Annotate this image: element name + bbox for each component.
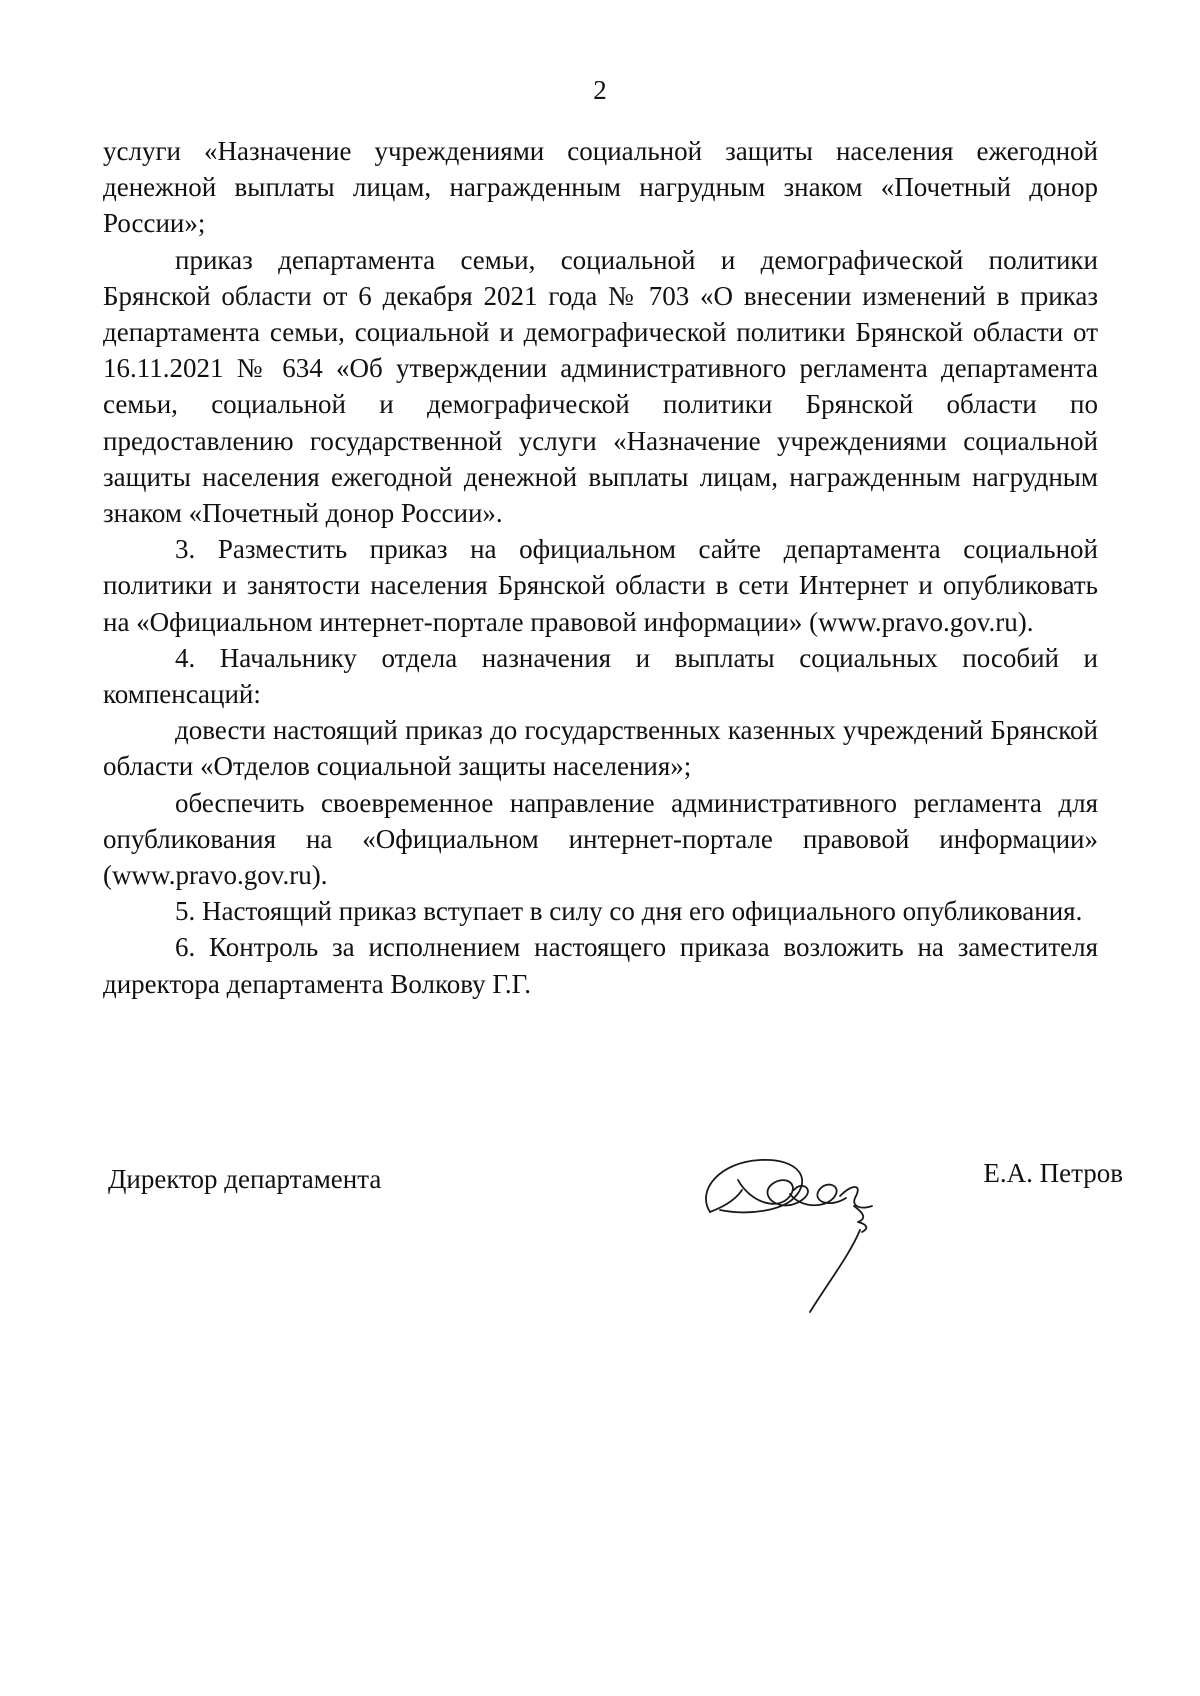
signature-block	[0, 1150, 1200, 1300]
paragraph: 5. Настоящий приказ вступает в силу со дня его официального опубликования.	[175, 896, 1083, 927]
paragraph: 6. Контроль за исполнением настоящего приказа возложить на заместителя директора департамента Волкову Г.Г.	[103, 932, 1098, 999]
paragraph: услуги «Назначение учреждениями социальной защиты населения ежегодной денежной выплаты лицам, награжденным нагрудным знаком «Почетный донор России»;	[103, 136, 1098, 239]
paragraph: 4. Начальнику отдела назначения и выплаты социальных пособий и компенсаций:	[103, 642, 1098, 710]
page-number: 2	[593, 75, 607, 105]
signer-position: Директор департамента	[108, 1164, 382, 1194]
paragraph: 3. Разместить приказ на официальном сайте департамента социальной политики и занятости населения Брянской области в сети Интернет и опубликовать на «Официальном интернет-портале правовой информации» (www.pravo.gov.ru).	[103, 534, 1098, 637]
paragraph: довести настоящий приказ до государственных казенных учреждений Брянской области «Отделов социальной защиты населения»;	[103, 715, 1098, 782]
handwritten-signature	[690, 1150, 900, 1320]
paragraph: обеспечить своевременное направление административного регламента для опубликования на «Официальном интернет-портале правовой информации» (www.pravo.gov.ru).	[103, 787, 1098, 891]
signer-name: Е.А. Петров	[983, 1158, 1123, 1188]
document-body	[103, 133, 1098, 1002]
paragraph: приказ департамента семьи, социальной и демографической политики Брянской области от 6 декабря 2021 года № 703 «О внесении изменений в приказ департамента семьи, социальной и демографической политики Брянской области от 16.11.2021 № 634 «Об утверждении административного регламента департамента семьи, социальной и демографической политики Брянской области по предоставлению государственной услуги «Назначение учреждениями социальной защиты населения ежегодной денежной выплаты лицам, награжденным нагрудным знаком «Почетный донор России».	[103, 244, 1098, 529]
